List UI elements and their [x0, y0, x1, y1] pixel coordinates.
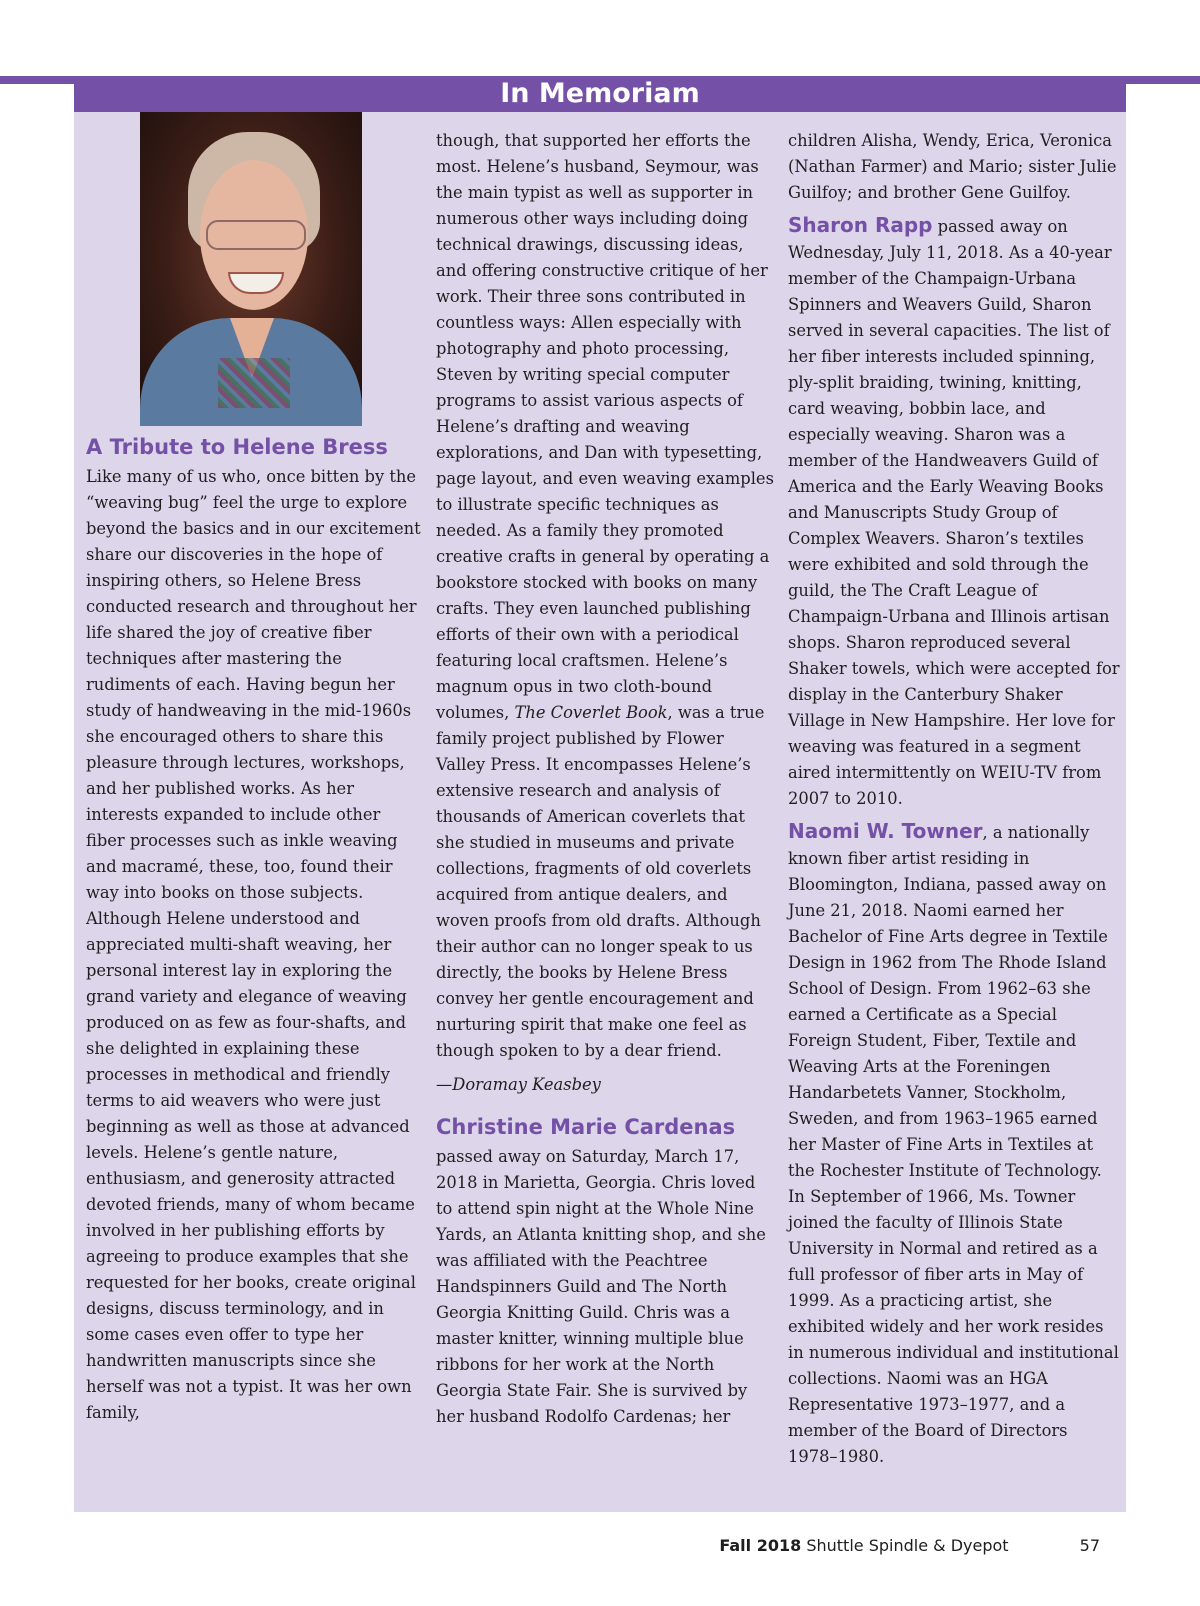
cardenas-body-b: children Alisha, Wendy, Erica, Veronica (Nathan Farmer) and Mario; sister Julie Guilfoy; and brother Gene Guilfoy. [788, 131, 1117, 202]
tribute-signature: —Doramay Keasbey [436, 1075, 601, 1094]
rapp-body: passed away on Wednesday, July 11, 2018. As a 40-year member of the Champaign-Urbana Spinners and Weavers Guild, Sharon served in several capacities. The list of her fiber interests included spinning, ply-split braiding, twining, knitting, card weaving, bobbin lace, and especially weaving. Sharon was a member of the Handweavers Guild of America and the Early Weaving Books and Manuscripts Study Group of Complex Weavers. Sharon’s textiles were exhibited and sold through the guild, the The Craft League of Champaign-Urbana and Illinois artisan shops. Sharon reproduced several Shaker towels, which were accepted for display in the Canterbury Shaker Village in New Hampshire. Her love for weaving was featured in a segment aired intermittently on WEIU-TV from 2007 to 2010. [788, 217, 1120, 808]
column-2 [436, 128, 776, 1430]
memoriam-panel [74, 112, 1126, 1512]
towner-entry [788, 818, 1122, 1470]
tribute-heading: A Tribute to Helene Bress [86, 435, 388, 459]
section-banner [74, 76, 1126, 112]
towner-body: , a nationally known fiber artist residing in Bloomington, Indiana, passed away on June 21, 2018. Naomi earned her Bachelor of Fine Arts degree in Textile Design in 1962 from The Rhode Island School of Design. From 1962–63 she earned a Certificate as a Special Foreign Student, Fiber, Textile and Weaving Arts at the Foreningen Handarbetets Vanner, Stockholm, Sweden, and from 1963–1965 earned her Master of Fine Arts in Textiles at the Rochester Institute of Technology. In September of 1966, Ms. Towner joined the faculty of Illinois State University in Normal and retired as a full professor of fiber arts in May of 1999. As a practicing artist, she exhibited widely and her work resides in numerous individual and institutional collections. Naomi was an HGA Representative 1973–1977, and a member of the Board of Directors 1978–1980. [788, 823, 1119, 1466]
tribute-body-part2a: though, that supported her efforts the most. Helene’s husband, Seymour, was the main typist as well as supporter in numerous other ways including doing technical drawings, discussing ideas, and offering constructive critique of her work. Their three sons contributed in countless ways: Allen especially with photography and photo processing, Steven by writing special computer programs to assist various aspects of Helene’s drafting and weaving explorations, and Dan with typesetting, page layout, and even weaving examples to illustrate specific techniques as needed. As a family they promoted creative crafts in general by operating a bookstore stocked with books on many crafts. They even launched publishing efforts of their own with a periodical featuring local craftsmen. Helene’s magnum opus in two cloth-bound volumes, [436, 131, 774, 722]
rapp-name: Sharon Rapp [788, 213, 933, 237]
tribute-body-part2 [436, 128, 776, 1064]
cardenas-body-a: passed away on Saturday, March 17, 2018 in Marietta, Georgia. Chris loved to attend spin night at the Whole Nine Yards, an Atlanta knitting shop, and she was affiliated with the Peachtree Handspinners Guild and The North Georgia Knitting Guild. Chris was a master knitter, winning multiple blue ribbons for her work at the North Georgia State Fair. She is survived by her husband Rodolfo Cardenas; her [436, 1147, 766, 1426]
rapp-entry [788, 212, 1122, 812]
portrait-photo [140, 112, 362, 426]
cardenas-heading: Christine Marie Cardenas [436, 1115, 736, 1139]
page-footer [719, 1536, 1100, 1555]
tribute-body-part2b: , was a true family project published by Flower Valley Press. It encompasses Helene’s extensive research and analysis of thousands of American coverlets that she studied in museums and private collections, fragments of old coverlets acquired from antique dealers, and woven proofs from old drafts. Although their author can no longer speak to us directly, the books by Helene Bress convey her gentle encouragement and nurturing spirit that make one feel as though spoken to by a dear friend. [436, 703, 765, 1060]
towner-name: Naomi W. Towner [788, 819, 983, 843]
tribute-body-part1: Like many of us who, once bitten by the “weaving bug” feel the urge to explore beyond the basics and in our excitement share our discoveries in the hope of inspiring others, so Helene Bress conducted research and throughout her life shared the joy of creative fiber techniques after mastering the rudiments of each. Having begun her study of handweaving in the mid-1960s she encouraged others to share this pleasure through lectures, workshops, and her published works. As her interests expanded to include other fiber processes such as inkle weaving and macramé, these, too, found their way into books on those subjects. Although Helene understood and appreciated multi-shaft weaving, her personal interest lay in exploring the grand variety and elegance of weaving produced on as few as four-shafts, and she delighted in explaining these processes in methodical and friendly terms to aid weavers who were just beginning as well as those at advanced levels. Helene’s gentle nature, enthusiasm, and generosity attracted devoted friends, many of whom became involved in her publishing efforts by agreeing to produce examples that she requested for her books, create original designs, discuss terminology, and in some cases even offer to type her handwritten manuscripts since she herself was not a typist. It was her own family, [86, 467, 421, 1422]
section-title: In Memoriam [500, 78, 700, 109]
footer-season: Fall 2018 [719, 1536, 802, 1555]
footer-magazine: Shuttle Spindle & Dyepot [806, 1536, 1009, 1555]
page-number: 57 [1079, 1536, 1100, 1555]
book-title: The Coverlet Book [514, 703, 668, 722]
column-1 [86, 112, 422, 1426]
column-3 [788, 128, 1122, 1470]
